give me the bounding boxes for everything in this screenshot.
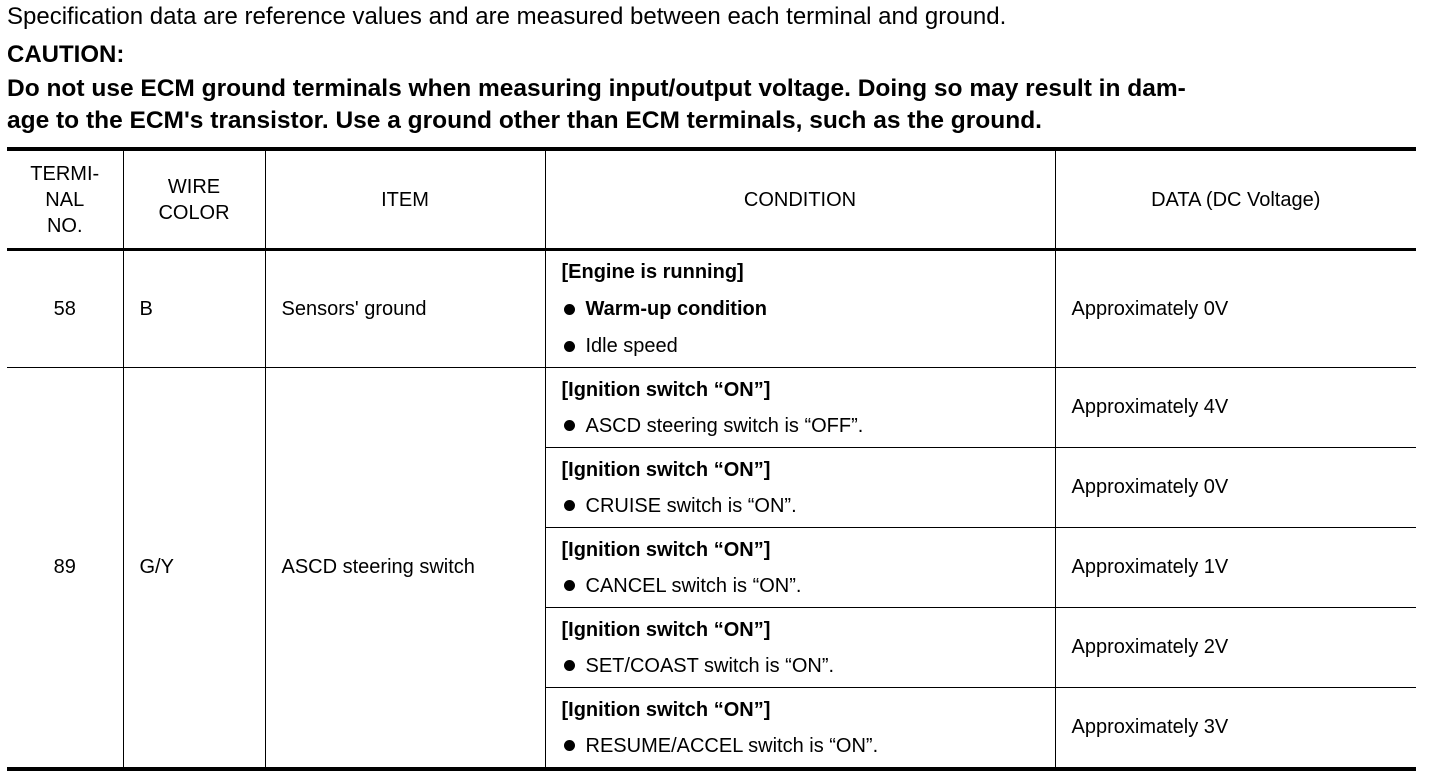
- condition-item-text: SET/COAST switch is “ON”.: [585, 654, 835, 677]
- condition-title: [Ignition switch “ON”]: [561, 378, 771, 401]
- bullet-icon: [564, 304, 575, 315]
- header-terminal-line-2: NAL: [45, 188, 85, 211]
- condition-item-text: Warm-up condition: [585, 297, 767, 320]
- condition-item-text: CANCEL switch is “ON”.: [585, 574, 802, 597]
- condition-item: [562, 408, 1055, 444]
- table-header-row: [7, 149, 1416, 250]
- bullet-icon: [564, 660, 575, 671]
- condition-title: [Ignition switch “ON”]: [561, 618, 771, 641]
- bullet-icon: [564, 740, 575, 751]
- condition-item: [562, 488, 1055, 524]
- wire-color-cell: B: [123, 250, 265, 368]
- bullet-icon: [564, 420, 575, 431]
- header-terminal-no: [7, 149, 123, 250]
- condition-cell: [545, 368, 1055, 448]
- terminal-no-cell: 58: [7, 250, 123, 368]
- wire-color-cell: G/Y: [123, 368, 265, 770]
- data-cell: Approximately 3V: [1055, 688, 1416, 770]
- table-row: [7, 250, 1416, 368]
- header-wire-line-2: COLOR: [158, 201, 230, 224]
- condition-cell: [545, 528, 1055, 608]
- condition-item: [562, 568, 1055, 604]
- condition-cell: [545, 250, 1055, 368]
- data-cell: Approximately 0V: [1055, 250, 1416, 368]
- condition-title: [Ignition switch “ON”]: [561, 538, 771, 561]
- terminal-no-cell: 89: [7, 368, 123, 770]
- header-condition: CONDITION: [545, 149, 1055, 250]
- condition-cell: [545, 608, 1055, 688]
- condition-cell: [545, 688, 1055, 770]
- condition-item-text: RESUME/ACCEL switch is “ON”.: [585, 734, 879, 757]
- item-cell: Sensors' ground: [265, 250, 545, 368]
- bullet-icon: [564, 580, 575, 591]
- condition-item-text: ASCD steering switch is “OFF”.: [585, 414, 864, 437]
- condition-item-text: CRUISE switch is “ON”.: [585, 494, 797, 517]
- caution-heading: CAUTION:: [7, 41, 125, 68]
- caution-line-1: Do not use ECM ground terminals when measuring input/output voltage. Doing so may result in dam-: [7, 75, 1186, 102]
- intro-text: Specification data are reference values and are measured between each terminal and ground.: [7, 3, 1007, 30]
- header-data: DATA (DC Voltage): [1055, 149, 1416, 250]
- bullet-icon: [564, 341, 575, 352]
- data-cell: Approximately 0V: [1055, 448, 1416, 528]
- condition-cell: [545, 448, 1055, 528]
- header-wire-color: [123, 149, 265, 250]
- condition-title: [Ignition switch “ON”]: [561, 698, 771, 721]
- header-wire-line-1: WIRE: [167, 175, 221, 198]
- caution-text: [7, 73, 1417, 137]
- data-cell: Approximately 4V: [1055, 368, 1416, 448]
- condition-title: [Engine is running]: [561, 260, 744, 283]
- header-terminal-line-3: NO.: [46, 214, 83, 237]
- condition-item: [562, 328, 1055, 365]
- bullet-icon: [564, 500, 575, 511]
- header-terminal-line-1: TERMI-: [30, 162, 100, 185]
- condition-item: [562, 728, 1055, 764]
- condition-item-text: Idle speed: [585, 334, 678, 357]
- condition-title: [Ignition switch “ON”]: [561, 458, 771, 481]
- item-cell: ASCD steering switch: [265, 368, 545, 770]
- data-cell: Approximately 1V: [1055, 528, 1416, 608]
- condition-item: [562, 291, 1055, 328]
- data-cell: Approximately 2V: [1055, 608, 1416, 688]
- table-row: [7, 368, 1416, 448]
- header-item: ITEM: [265, 149, 545, 250]
- condition-item: [562, 648, 1055, 684]
- terminal-spec-table: [7, 147, 1416, 771]
- caution-line-2: age to the ECM's transistor. Use a ground other than ECM terminals, such as the ground.: [7, 107, 1042, 134]
